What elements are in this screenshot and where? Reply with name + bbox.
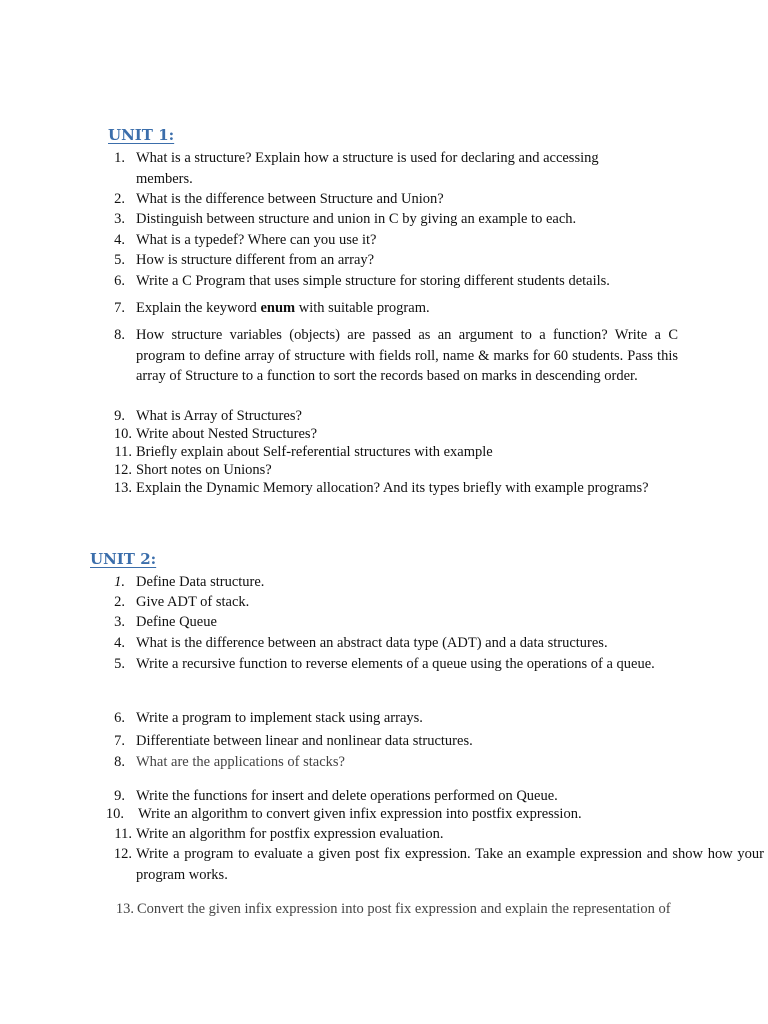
unit2-heading: UNIT 2:: [90, 550, 157, 568]
item-number: 2.: [114, 191, 125, 207]
item-text: Briefly explain about Self-referential structures with example: [136, 444, 493, 460]
item-text: Distinguish between structure and union in C by giving an example to each.: [136, 211, 577, 227]
item-text: How structure variables (objects) are passed as an argument to a function? Write a C program to define array of structure with fields roll, name & marks for 60 students. Pass this array of Structure to a function to sort the records based on marks in descending order.: [136, 327, 678, 384]
item-number: 12.: [113, 462, 132, 478]
item-text: Write a recursive function to reverse elements of a queue using the operations of a queue.: [136, 656, 655, 672]
item-text: Explain the Dynamic Memory allocation? And its types briefly with example programs?: [136, 480, 649, 496]
item-number: 6.: [114, 710, 125, 726]
item-text: Write a program to implement stack using arrays.: [136, 710, 423, 726]
item-number: 1.: [114, 574, 125, 590]
item-number: 6.: [114, 273, 125, 289]
item-number: 2.: [114, 594, 125, 610]
item-text: Convert the given infix expression into post fix expression and explain the representation of: [137, 901, 671, 917]
item-number: 7.: [114, 300, 125, 316]
item-text: Give ADT of stack.: [136, 594, 250, 610]
item-text: [136, 298, 430, 319]
item-number: 11.: [114, 826, 132, 842]
item-text: Write a program to evaluate a given post fix expression. Take an example expression and show how your program works.: [136, 846, 764, 883]
item-text: Short notes on Unions?: [136, 462, 272, 478]
item-number: 10.: [105, 806, 124, 822]
item-text: Write a C Program that uses simple structure for storing different students details.: [136, 273, 610, 289]
item-number: 8.: [114, 327, 125, 343]
item-number: 5.: [114, 252, 125, 268]
item-text: What are the applications of stacks?: [136, 754, 345, 770]
item-number: 9.: [114, 788, 125, 804]
item-number: 13.: [113, 480, 132, 496]
item-text-post: with suitable program.: [295, 300, 430, 316]
item-text: How is structure different from an array?: [136, 252, 375, 268]
item-number: 11.: [114, 444, 132, 460]
item-text: Write an algorithm for postfix expression evaluation.: [136, 826, 444, 842]
keyword-enum: enum: [260, 300, 296, 316]
item-number: 3.: [114, 211, 125, 227]
item-text: Write about Nested Structures?: [136, 426, 318, 442]
item-number: 1.: [114, 150, 125, 166]
item-text: Write the functions for insert and delete operations performed on Queue.: [136, 788, 558, 804]
item-number: 7.: [114, 733, 125, 749]
item-text: What is a structure? Explain how a structure is used for declaring and accessing members.: [136, 150, 599, 187]
item-number: 4.: [114, 635, 125, 651]
item-text: What is the difference between an abstract data type (ADT) and a data structures.: [136, 635, 608, 651]
item-text: What is the difference between Structure and Union?: [136, 191, 444, 207]
item-text-pre: Explain the keyword: [136, 300, 261, 316]
item-number: 3.: [114, 614, 125, 630]
item-number: 9.: [114, 408, 125, 424]
item-number: 8.: [114, 754, 125, 770]
item-text: Write an algorithm to convert given infix expression into postfix expression.: [138, 806, 582, 822]
item-number: 12.: [113, 846, 132, 862]
item-text: Define Queue: [136, 614, 217, 630]
item-text: Define Data structure.: [136, 574, 265, 590]
unit1-heading: UNIT 1:: [108, 126, 175, 144]
item-number: 4.: [114, 232, 125, 248]
item-text: What is Array of Structures?: [136, 408, 302, 424]
item-text: Differentiate between linear and nonlinear data structures.: [136, 733, 473, 749]
item-number: 10.: [113, 426, 132, 442]
item-text: What is a typedef? Where can you use it?: [136, 232, 377, 248]
item-number: 13.: [115, 901, 134, 917]
item-number: 5.: [114, 656, 125, 672]
